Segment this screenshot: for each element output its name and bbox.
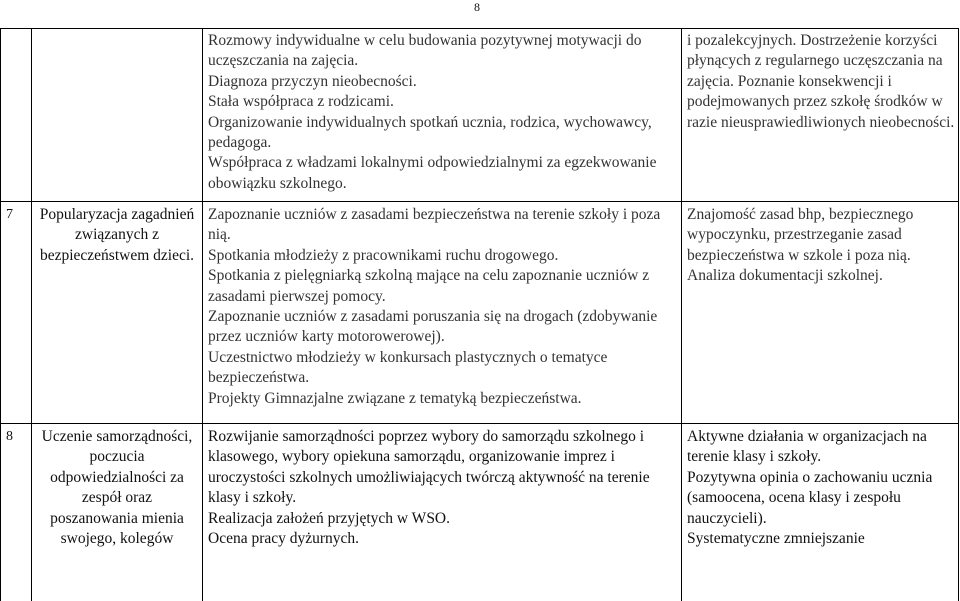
col-border-1 (31, 28, 32, 601)
page-number: 8 (474, 0, 480, 14)
topic-text: Uczenie samorządności, poczucia odpowiedzialności za zespół oraz poszanowania mienia swojego, kolegów (41, 428, 193, 548)
activity-item: Zapoznanie uczniów z zasadami bezpieczeństwa na terenie szkoły i poza nią. (208, 206, 661, 244)
activity-item: Realizacja założeń przyjętych w WSO. (208, 509, 451, 527)
activity-item: Rozwijanie samorządności poprzez wybory do samorządu szkolnego i klasowego, wybory opiekuna samorządu, organizowanie imprez i uroczystości szkolnych umożliwiających twórczą aktywność na terenie klasy i szkoły. (208, 428, 650, 507)
effect-item: (samoocena, ocena klasy i zespołu nauczycieli). (687, 489, 901, 527)
row-number: 7 (6, 207, 13, 222)
effects-cell (687, 427, 955, 549)
effects-cell (687, 205, 955, 287)
activity-item: Rozmowy indywidualne w celu budowania pozytywnej motywacji do uczęszczania na zajęcia. (208, 32, 642, 70)
topic-text: Popularyzacja zagadnień związanych z bezpieczeństwem dzieci. (39, 206, 195, 264)
activities-cell (208, 427, 675, 549)
activity-item: Zapoznanie uczniów z zasadami poruszania się na drogach (zdobywanie przez uczniów karty motorowerowej). (208, 308, 658, 346)
activity-item: Spotkania z pielęgniarką szkolną mające na celu zapoznanie uczniów z zasadami pierwszej pomocy. (208, 267, 650, 305)
effect-item: Pozytywna opinia o zachowaniu ucznia (687, 468, 933, 486)
activity-item: Projekty Gimnazjalne związane z tematyką bezpieczeństwa. (208, 389, 582, 407)
row-divider-2 (0, 423, 958, 424)
row-divider-1 (0, 201, 958, 202)
row-number: 8 (6, 429, 13, 444)
activities-cell (208, 31, 675, 194)
activity-item: Współpraca z władzami lokalnymi odpowiedzialnymi za egzekwowanie obowiązku szkolnego. (208, 154, 657, 192)
activities-cell (208, 205, 675, 409)
effects-cell (687, 31, 955, 133)
effect-item: i pozalekcyjnych. Dostrzeżenie korzyści płynących z regularnego uczęszczania na zajęcia. Poznanie konsekwencji i podejmowanych przez szkołę środków w razie nieusprawiedliwionych nieobecności. (687, 32, 955, 131)
col-border-2 (202, 28, 203, 601)
col-border-4 (958, 28, 959, 601)
effect-item: Analiza dokumentacji szkolnej. (687, 267, 883, 285)
effect-item: Znajomość zasad bhp, bezpiecznego wypoczynku, przestrzeganie zasad bezpieczeństwa w szkole i poza nią. (687, 206, 914, 264)
activity-item: Organizowanie indywidualnych spotkań ucznia, rodzica, wychowawcy, pedagoga. (208, 113, 652, 152)
effect-item: Systematyczne zmniejszanie (687, 530, 865, 548)
activity-item: Spotkania młodzieży z pracownikami ruchu drogowego. (208, 246, 559, 264)
topic-cell (37, 427, 197, 549)
activity-item: Uczestnictwo młodzieży w konkursach plastycznych o tematyce bezpieczeństwa. (208, 348, 608, 387)
activity-item: Ocena pracy dyżurnych. (208, 530, 360, 548)
activity-item: Stała współpraca z rodzicami. (208, 93, 394, 111)
effect-item: Aktywne działania w organizacjach na terenie klasy i szkoły. (687, 428, 927, 466)
topic-cell (37, 205, 197, 266)
table-border-top (0, 28, 958, 29)
activity-item: Diagnoza przyczyn nieobecności. (208, 72, 417, 90)
col-border-3 (681, 28, 682, 601)
col-border-0 (0, 28, 1, 601)
